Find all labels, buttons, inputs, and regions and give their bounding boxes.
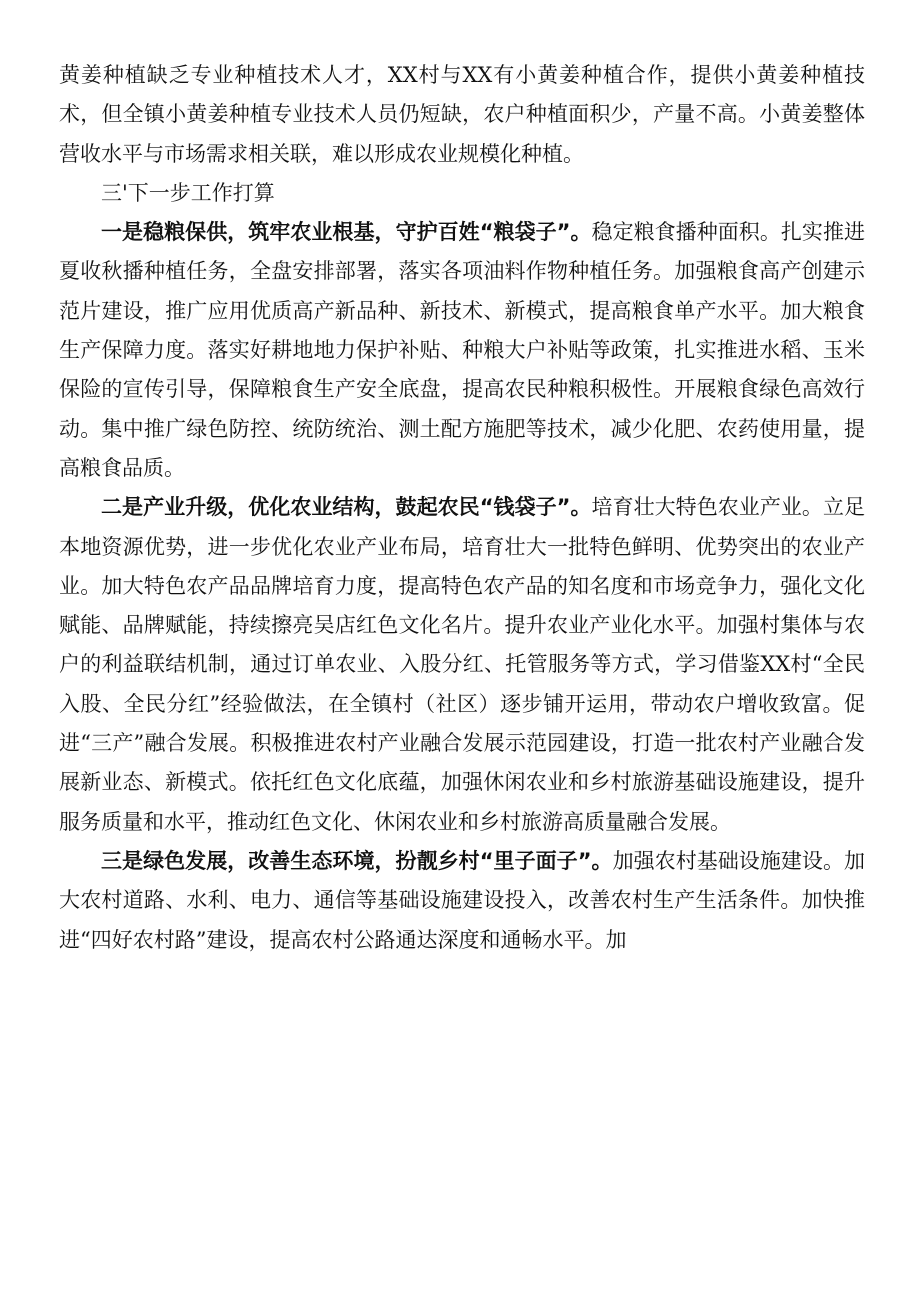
paragraph-body: 稳定粮食播种面积。扎实推进夏收秋播种植任务，全盘安排部署，落实各项油料作物种植任务。加强粮食高产创建示范片建设，推广应用优质高产新品种、新技术、新模式，提高粮食单产水平。加大粮食生产保障力度。落实好耕地地力保护补贴、种粮大户补贴等政策，扎实推进水稻、玉米保险的宣传引导，保障粮食生产安全底盘，提高农民种粮积极性。开展粮食绿色高效行动。集中推广绿色防控、统防统治、测土配方施肥等技术，减少化肥、农药使用量，提高粮食品质。: [59, 220, 865, 480]
paragraph-item-3: [59, 842, 865, 960]
paragraph-item-1: [59, 213, 865, 488]
paragraph-body: 加强农村基础设施建设。加大农村道路、水利、电力、通信等基础设施建设投入，改善农村生产生活条件。加快推进“四好农村路”建设，提高农村公路通达深度和通畅水平。加: [59, 848, 866, 952]
paragraph-lead: 三是绿色发展，改善生态环境，扮靓乡村“里子面子”。: [101, 848, 613, 873]
paragraph-lead: 一是稳粮保供，筑牢农业根基，守护百姓“粮袋子”。: [101, 220, 592, 245]
paragraph-item-2: [59, 488, 865, 842]
paragraph-body: 培育壮大特色农业产业。立足本地资源优势，进一步优化农业产业布局，培育壮大一批特色鲜明、优势突出的农业产业。加大特色农产品品牌培育力度，提高特色农产品的知名度和市场竞争力，强化文化赋能、品牌赋能，持续擦亮吴店红色文化名片。提升农业产业化水平。加强村集体与农户的利益联结机制，通过订单农业、入股分红、托管服务等方式，学习借鉴XX村“全民入股、全民分红”经验做法，在全镇村（社区）逐步铺开运用，带动农户增收致富。促进“三产”融合发展。积极推进农村产业融合发展示范园建设，打造一批农村产业融合发展新业态、新模式。依托红色文化底蕴，加强休闲农业和乡村旅游基础设施建设，提升服务质量和水平，推动红色文化、休闲农业和乡村旅游高质量融合发展。: [59, 495, 865, 834]
section-heading: 三'下一步工作打算: [101, 180, 275, 205]
intro-paragraph: 黄姜种植缺乏专业种植技术人才，XX村与XX有小黄姜种植合作，提供小黄姜种植技术，但全镇小黄姜种植专业技术人员仍短缺，农户种植面积少，产量不高。小黄姜整体营收水平与市场需求相关联，难以形成农业规模化种植。: [59, 63, 865, 166]
paragraph-lead: 二是产业升级，优化农业结构，鼓起农民“钱袋子”。: [101, 495, 592, 520]
